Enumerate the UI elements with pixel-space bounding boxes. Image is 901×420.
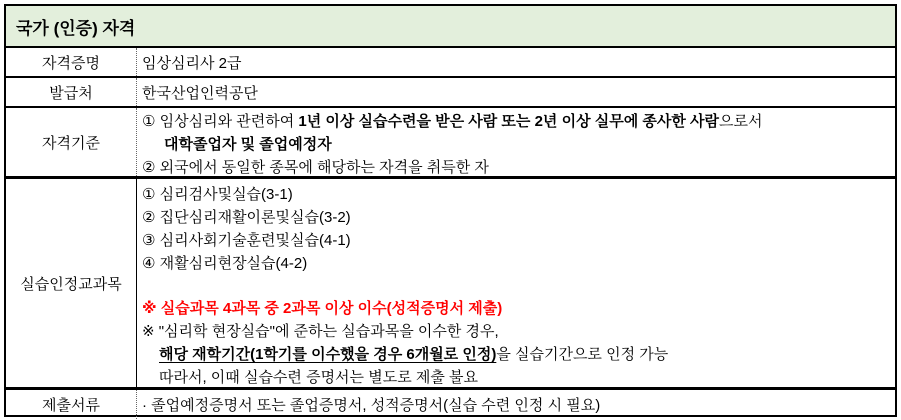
qualification-table — [4, 4, 897, 417]
criteria-line-2: 대학졸업자 및 졸업예정자 — [164, 136, 332, 153]
cert-name-value: 임상심리사 2급 — [142, 54, 242, 72]
courses-note-therefore: 따라서, 이때 실습수련 증명서는 별도로 제출 불요 — [159, 369, 478, 386]
courses-label: 실습인정교과목 — [6, 179, 137, 387]
criteria-line-1 — [142, 110, 895, 133]
courses-note-quote: ※ "심리학 현장실습"에 준하는 실습과목을 이수한 경우, — [142, 323, 499, 340]
row-issuer — [6, 78, 895, 108]
criteria-line-3: ② 외국에서 동일한 종목에 해당하는 자격을 취득한 자 — [142, 159, 489, 176]
row-cert-name — [6, 48, 895, 78]
criteria-line-1-bold: 1년 이상 실습수련을 받은 사람 또는 2년 이상 실무에 종사한 사람 — [298, 113, 719, 130]
courses-note-red: ※ 실습과목 4과목 중 2과목 이상 이수(성적증명서 제출) — [142, 300, 503, 317]
courses-note-period-suffix: 을 실습기간으로 인정 가능 — [496, 346, 669, 363]
documents-label: 제출서류 — [6, 390, 137, 419]
course-item-4: ④ 재활심리현장실습(4-2) — [142, 255, 308, 272]
table-title: 국가 (인증) 자격 — [16, 18, 136, 38]
course-item-2: ② 집단심리재활이론및실습(3-2) — [142, 209, 351, 226]
courses-note-period — [142, 343, 895, 366]
course-item-3: ③ 심리사회기술훈련및실습(4-1) — [142, 232, 351, 249]
courses-note-period-underline: 해당 재학기간(1학기를 이수했을 경우 6개월로 인정) — [159, 346, 497, 363]
courses-note-period-bold — [159, 346, 496, 363]
documents-value: · 졸업예정증명서 또는 졸업증명서, 성적증명서(실습 수련 인정 시 필요) — [142, 397, 601, 414]
course-item-1: ① 심리검사및실습(3-1) — [142, 186, 293, 203]
table-header-row — [6, 6, 895, 48]
cert-name-label: 자격증명 — [6, 48, 137, 76]
issuer-label: 발급처 — [6, 78, 137, 106]
criteria-content — [137, 108, 895, 176]
courses-spacer — [142, 275, 895, 297]
row-courses — [6, 179, 895, 390]
criteria-line-1-prefix: ① 임상심리와 관련하여 — [142, 113, 299, 130]
row-documents — [6, 390, 895, 419]
criteria-label: 자격기준 — [6, 108, 137, 176]
criteria-line-1-suffix: 으로서 — [719, 113, 763, 130]
issuer-value: 한국산업인력공단 — [142, 84, 258, 102]
row-criteria — [6, 108, 895, 179]
courses-content — [137, 179, 895, 387]
